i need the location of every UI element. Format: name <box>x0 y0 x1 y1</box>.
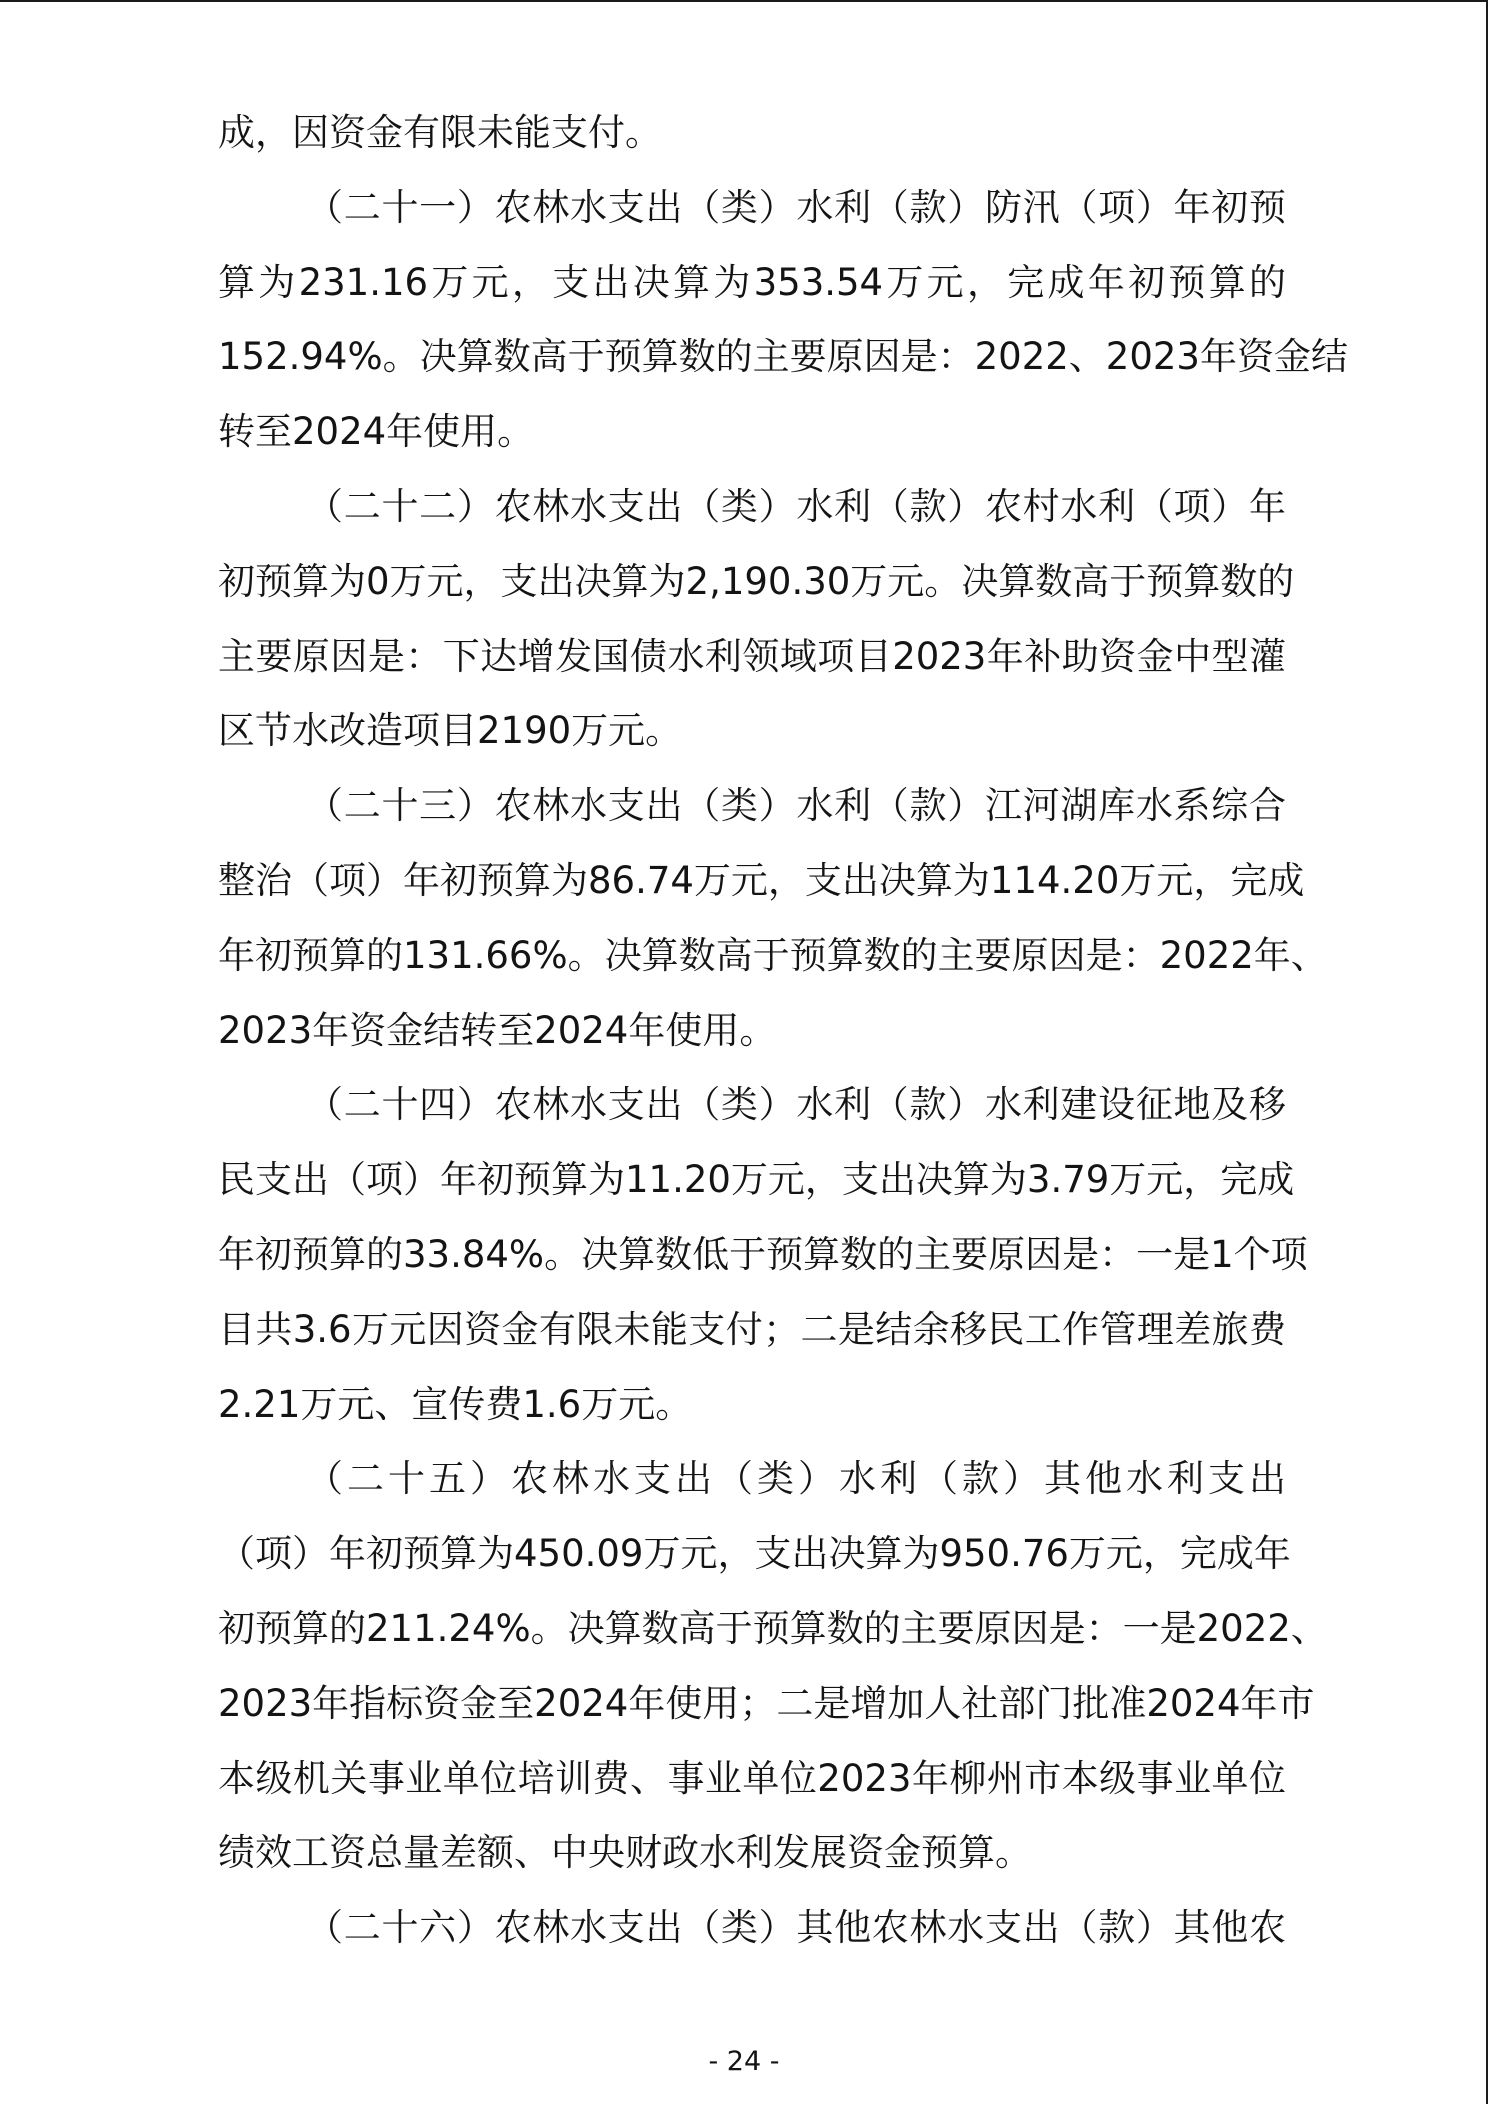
text-line: 2023年资金结转至2024年使用。 <box>218 1008 777 1052</box>
text-line: 年初预算的131.66%。决算数高于预算数的主要原因是：2022年、 <box>218 933 1328 977</box>
text-line: 区节水改造项目2190万元。 <box>218 709 683 753</box>
text-line: 民支出（项）年初预算为11.20万元，支出决算为3.79万元，完成 <box>218 1158 1295 1202</box>
text-line: 初预算为0万元，支出决算为2,190.30万元。决算数高于预算数的 <box>218 559 1295 603</box>
text-line: 152.94%。决算数高于预算数的主要原因是：2022、2023年资金结 <box>218 335 1348 379</box>
text-line: 成，因资金有限未能支付。 <box>218 111 662 154</box>
text-line: 转至2024年使用。 <box>218 410 535 454</box>
text-line: 本级机关事业单位培训费、事业单位2023年柳州市本级事业单位 <box>218 1756 1286 1800</box>
paragraph-heading-line: （二十二）农林水支出（类）水利（款）农村水利（项）年 <box>306 484 1286 528</box>
text-line: 2023年指标资金至2024年使用；二是增加人社部门批准2024年市 <box>218 1681 1315 1725</box>
text-line: 整治（项）年初预算为86.74万元，支出决算为114.20万元，完成 <box>218 858 1305 902</box>
paragraph-heading-line: （二十四）农林水支出（类）水利（款）水利建设征地及移 <box>306 1083 1286 1127</box>
paragraph-heading-line: （二十五）农林水支出（类）水利（款）其他水利支出 <box>306 1457 1286 1501</box>
text-line: 绩效工资总量差额、中央财政水利发展资金预算。 <box>218 1831 1032 1875</box>
text-line: 年初预算的33.84%。决算数低于预算数的主要原因是：一是1个项 <box>218 1232 1308 1276</box>
paragraph-heading-line: （二十三）农林水支出（类）水利（款）江河湖库水系综合 <box>306 784 1286 828</box>
text-line: 算为231.16万元，支出决算为353.54万元，完成年初预算的 <box>218 260 1286 304</box>
text-line: 目共3.6万元因资金有限未能支付；二是结余移民工作管理差旅费 <box>218 1307 1286 1351</box>
document-body <box>218 96 1348 1966</box>
paragraph-heading-line: （二十六）农林水支出（类）其他农林水支出（款）其他农 <box>306 1906 1286 1950</box>
text-line: 2.21万元、宣传费1.6万元。 <box>218 1382 693 1426</box>
top-border-line <box>0 0 1488 2</box>
page-number: - 24 - <box>708 2046 780 2077</box>
paragraph-heading-line: （二十一）农林水支出（类）水利（款）防汛（项）年初预 <box>306 185 1286 229</box>
text-line: 初预算的211.24%。决算数高于预算数的主要原因是：一是2022、 <box>218 1606 1328 1650</box>
text-line: （项）年初预算为450.09万元，支出决算为950.76万元，完成年 <box>218 1532 1291 1576</box>
text-line: 主要原因是：下达增发国债水利领域项目2023年补助资金中型灌 <box>218 634 1286 678</box>
